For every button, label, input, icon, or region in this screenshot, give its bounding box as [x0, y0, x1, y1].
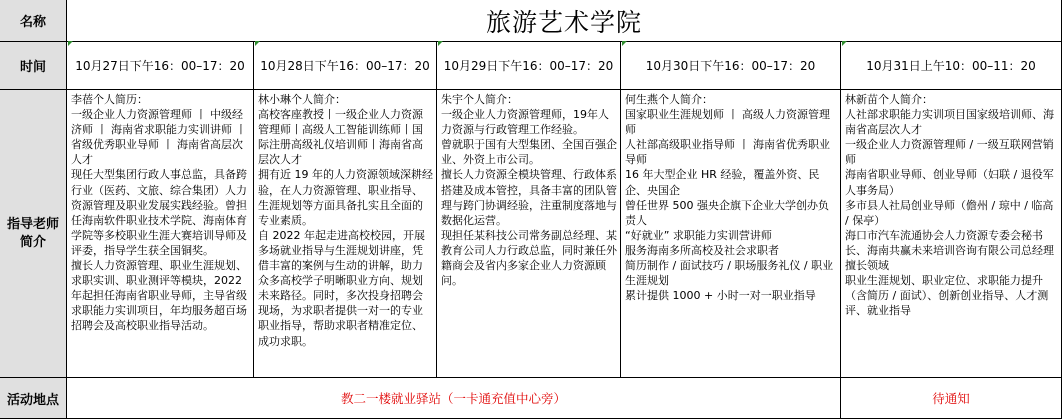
bio-line: 一级企业人力资源管理师，19年人力资源与行政管理工作经验。	[441, 108, 609, 137]
bio-line: 李蓓个人简历：	[71, 93, 148, 106]
bio-line: 16 年大型企业 HR 经验，覆盖外资、民企、央国企	[625, 168, 820, 197]
session-time: 10月31日上午10：00–11：20	[841, 42, 1062, 90]
bio-line: 现担任某科技公司常务副总经理、某教育公司人力行政总监，同时兼任外籍商会及省内多家企业人力资源顾问。	[441, 228, 617, 288]
bio-line: 服务海南多所高校及社会求职者	[625, 243, 779, 257]
location-main: 教二一楼就业驿站（一卡通充值中心旁）	[67, 378, 841, 419]
bio-line: 现任大型集团行政人事总监，具备跨行业（医药、文旅、综合集团）人力资源管理及职业发展实践经验。曾担任海南软件职业技术学院、海南体育学院等多校职业生涯大赛培训导师及评委，指导学生获全国铜奖。	[71, 168, 247, 257]
cell-marker	[68, 41, 73, 46]
teacher-bio	[621, 90, 841, 378]
bio-line: 朱宇个人简介：	[441, 93, 518, 106]
bio-line: 国家职业生涯规划师 丨 高级人力资源管理师	[625, 108, 830, 137]
bio-line: 林新苗个人简介：	[845, 93, 933, 106]
cell-marker	[622, 41, 627, 46]
teacher-bio	[841, 90, 1062, 378]
bio-line: 海口市汽车流通协会人力资源专委会秘书长、海南共赢未来培训咨询有限公司总经理	[845, 228, 1054, 257]
location-last: 待通知	[841, 378, 1062, 419]
row-header-intro: 指导老师 简介	[0, 90, 67, 378]
bio-line: 曾任世界 500 强央企旗下企业大学创办负责人	[625, 198, 829, 227]
bio-line: 简历制作 / 面试技巧 / 职场服务礼仪 / 职业生涯规划	[625, 259, 834, 288]
session-time: 10月28日下午16：00–17：20	[254, 42, 437, 90]
session-time: 10月27日下午16：00–17：20	[67, 42, 254, 90]
teacher-bio	[67, 90, 254, 378]
bio-line: 林小琳个人简介：	[258, 93, 346, 106]
bio-line: 一级企业人力资源管理师 / 一级互联网营销师	[845, 138, 1054, 167]
bio-line: 擅长人力资源管理、职业生涯规划、求职实训、职业测评等模块，2022年起担任海南省职业导师，主导省级求职能力实训项目，年均服务超百场招聘会及高校职业指导活动。	[71, 259, 247, 333]
cell-marker	[438, 41, 443, 46]
session-time: 10月30日下午16：00–17：20	[621, 42, 841, 90]
bio-line: 累计提供 1000 + 小时一对一职业指导	[625, 289, 816, 303]
bio-line: 擅长人力资源全模块管理、行政体系搭建及成本管控，具备丰富的团队管理与跨门协调经验，注重制度落地与数据化运营。	[441, 168, 617, 227]
bio-line: 曾就职于国有大型集团、全国百强企业、外资上市公司。	[441, 138, 617, 167]
bio-line: 何生燕个人简介：	[625, 93, 713, 106]
page-title: 旅游艺术学院	[67, 0, 1062, 42]
bio-line: 多市县人社局创业导师（儋州 / 琼中 / 临高 / 保亭）	[845, 198, 1054, 227]
bio-line: 人社部求职能力实训项目国家级培训师、海南省高层次人才	[845, 108, 1054, 137]
row-header-name: 名称	[0, 0, 67, 42]
row-header-location: 活动地点	[0, 378, 67, 419]
bio-line: “好就业” 求职能力实训营讲师	[625, 228, 772, 242]
teacher-bio	[254, 90, 437, 378]
bio-line: 自 2022 年起走进高校校园，开展多场就业指导与生涯规划讲座，凭借丰富的案例与生动的讲解，助力众多高校学子明晰职业方向、规划未来路径。同时，多次投身招聘会现场，为求职者提供一对一的专业职业指导，帮助求职者精准定位、成功求职。	[258, 228, 425, 348]
row-header-time: 时间	[0, 42, 67, 90]
bio-line: 一级企业人力资源管理师 丨 中级经济师 丨 海南省求职能力实训讲师 丨 省级优秀职业导师 丨 海南省高层次人才	[71, 108, 247, 167]
session-time: 10月29日下午16：00–17：20	[437, 42, 621, 90]
bio-line: 海南省职业导师、创业导师（妇联 / 退役军人事务局）	[845, 168, 1054, 197]
bio-line: 职业生涯规划、职业定位、求职能力提升（含简历 / 面试）、创新创业指导、人才测评、就业指导	[845, 274, 1049, 318]
cell-marker	[255, 41, 260, 46]
bio-line: 擅长领域	[845, 259, 889, 273]
bio-line: 拥有近 19 年的人力资源领域深耕经验，在人力资源管理、职业指导、生涯规划等方面具备扎实且全面的专业素质。	[258, 168, 433, 227]
cell-marker	[842, 41, 847, 46]
bio-line: 高校客座教授丨一级企业人力资源管理师丨高级人工智能训练师丨国际注册高级礼仪培训师丨海南省高层次人才	[258, 108, 423, 167]
bio-line: 人社部高级职业指导师 丨 海南省优秀职业导师	[625, 138, 830, 167]
teacher-bio	[437, 90, 621, 378]
